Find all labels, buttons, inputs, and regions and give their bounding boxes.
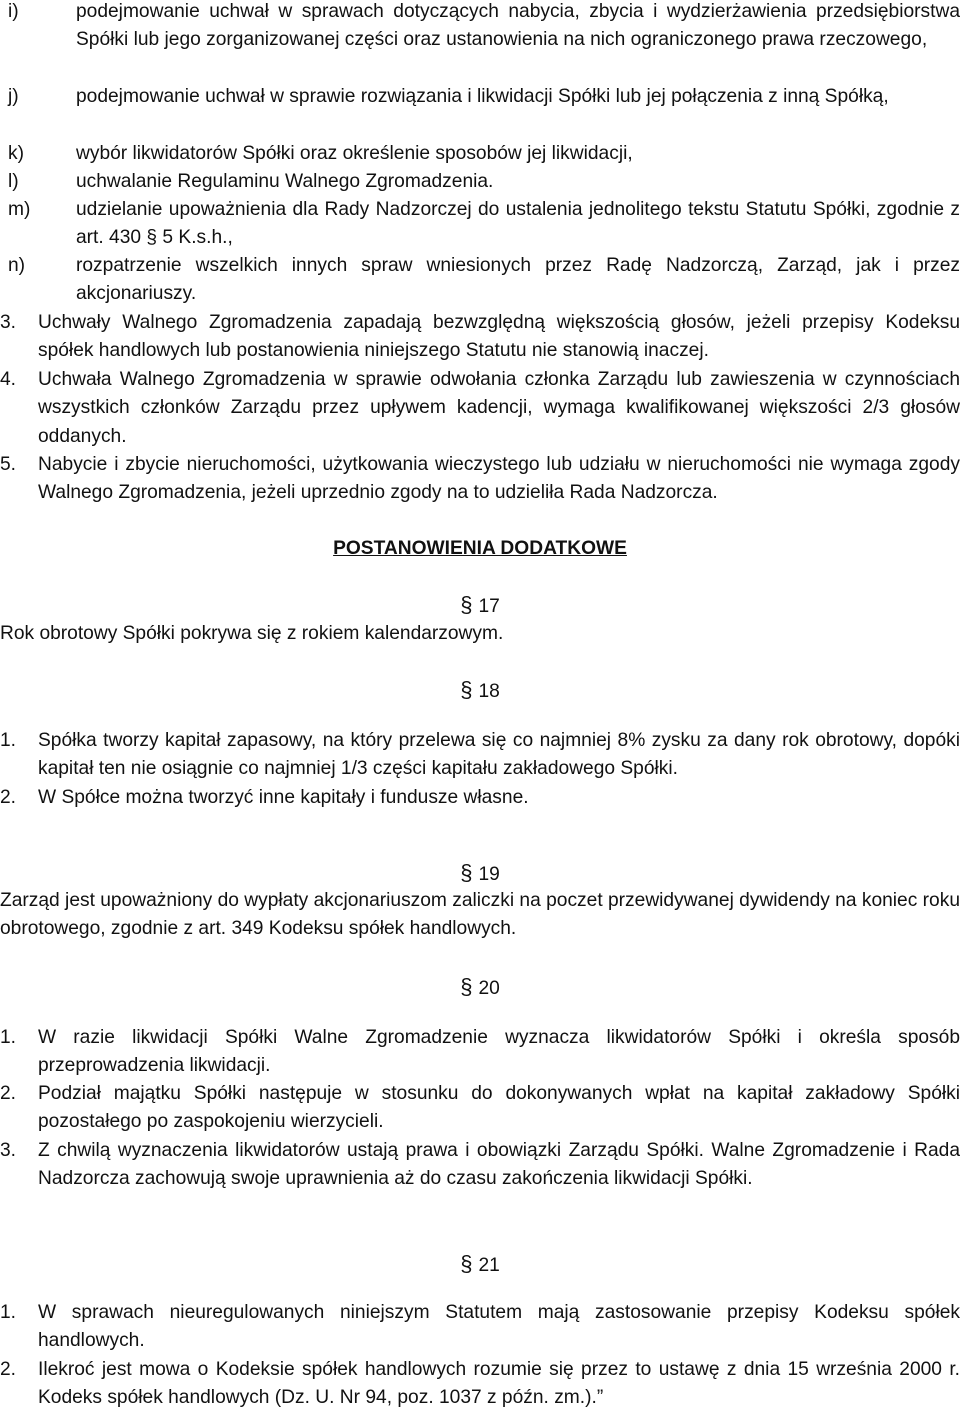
list-item-4 bbox=[0, 366, 960, 451]
list-item-21-2 bbox=[0, 1356, 960, 1413]
section-number-17 bbox=[0, 591, 960, 621]
section-number-20 bbox=[0, 973, 960, 1003]
list-marker: n) bbox=[8, 255, 26, 276]
section-number-19 bbox=[0, 859, 960, 889]
list-item-text: rozpatrzenie wszelkich innych spraw wniesionych przez Radę Nadzorczą, Zarząd, jak i przez akcjonariuszy. bbox=[76, 255, 960, 305]
section-symbol: § bbox=[460, 974, 473, 999]
section-symbol: § bbox=[460, 677, 473, 702]
list-marker: 5. bbox=[0, 454, 17, 475]
list-item-text: wybór likwidatorów Spółki oraz określenie sposobów jej likwidacji, bbox=[76, 143, 633, 164]
list-item-18-2 bbox=[0, 784, 960, 812]
list-item-text: uchwalanie Regulaminu Walnego Zgromadzenia. bbox=[76, 171, 494, 192]
list-item-n bbox=[0, 252, 960, 309]
list-marker: 3. bbox=[0, 312, 17, 333]
list-marker: j) bbox=[8, 86, 19, 107]
list-item-5 bbox=[0, 451, 960, 508]
list-item-text: Uchwały Walnego Zgromadzenia zapadają bezwzględną większością głosów, jeżeli przepisy Kodeksu spółek handlowych lub postanowienia niniejszego Statutu nie stanowią inaczej. bbox=[38, 312, 960, 362]
list-item-text: Ilekroć jest mowa o Kodeksie spółek handlowych rozumie się przez to ustawę z dnia 15 września 2000 r. Kodeks spółek handlowych (Dz. U. Nr 94, poz. 1037 z późn. zm.).” bbox=[38, 1359, 960, 1409]
section-number: 20 bbox=[478, 978, 500, 999]
list-item-l bbox=[0, 168, 960, 196]
list-item-i bbox=[0, 0, 960, 55]
list-item-20-3 bbox=[0, 1137, 960, 1194]
list-marker: 1. bbox=[0, 1302, 17, 1323]
list-item-text: Z chwilą wyznaczenia likwidatorów ustają prawa i obowiązki Zarządu Spółki. Walne Zgromadzenie i Rada Nadzorcza zachowują swoje uprawnienia aż do czasu zakończenia likwidacji Spółki. bbox=[38, 1140, 960, 1190]
list-item-3 bbox=[0, 309, 960, 366]
paragraph-19: Zarząd jest upoważniony do wypłaty akcjonariuszom zaliczki na poczet przewidywanej dywidendy na koniec roku obrotowego, zgodnie z art. 349 Kodeksu spółek handlowych. bbox=[0, 890, 960, 940]
list-item-k bbox=[0, 140, 960, 168]
section-number-18 bbox=[0, 676, 960, 706]
section-number-21 bbox=[0, 1250, 960, 1280]
list-marker: 1. bbox=[0, 730, 17, 751]
list-marker: i) bbox=[8, 1, 19, 22]
list-item-m bbox=[0, 196, 960, 253]
paragraph-17: Rok obrotowy Spółki pokrywa się z rokiem kalendarzowym. bbox=[0, 623, 504, 644]
list-marker: 2. bbox=[0, 1083, 17, 1104]
list-item-text: podejmowanie uchwał w sprawach dotyczących nabycia, zbycia i wydzierżawienia przedsiębiorstwa Spółki lub jego zorganizowanej części oraz ustanowienia na nich ograniczonego prawa rzeczowego, bbox=[76, 1, 960, 51]
list-item-21-1 bbox=[0, 1299, 960, 1356]
list-marker: 1. bbox=[0, 1027, 17, 1048]
section-symbol: § bbox=[460, 592, 473, 617]
section-number: 19 bbox=[478, 864, 500, 885]
list-item-20-2 bbox=[0, 1080, 960, 1137]
list-marker: k) bbox=[8, 143, 24, 164]
list-marker: 3. bbox=[0, 1140, 17, 1161]
list-item-text: W razie likwidacji Spółki Walne Zgromadzenie wyznacza likwidatorów Spółki i określa sposób przeprowadzenia likwidacji. bbox=[38, 1027, 960, 1077]
list-marker: 2. bbox=[0, 1359, 17, 1380]
list-item-j bbox=[0, 83, 960, 111]
list-item-text: Nabycie i zbycie nieruchomości, użytkowania wieczystego lub udziału w nieruchomości nie wymaga zgody Walnego Zgromadzenia, jeżeli uprzednio zgody na to udzieliła Rada Nadzorcza. bbox=[38, 454, 960, 504]
list-item-text: udzielanie upoważnienia dla Rady Nadzorczej do ustalenia jednolitego tekstu Statutu Spółki, zgodnie z art. 430 § 5 K.s.h., bbox=[76, 199, 960, 249]
list-marker: 4. bbox=[0, 369, 17, 390]
list-marker: l) bbox=[8, 171, 19, 192]
list-marker: 2. bbox=[0, 787, 17, 808]
list-item-18-1 bbox=[0, 727, 960, 784]
list-item-text: W Spółce można tworzyć inne kapitały i fundusze własne. bbox=[38, 787, 529, 808]
list-item-text: Podział majątku Spółki następuje w stosunku do dokonywanych wpłat na kapitał zakładowy Spółki pozostałego po zaspokojeniu wierzycieli. bbox=[38, 1083, 960, 1133]
section-number: 17 bbox=[478, 596, 500, 617]
list-item-text: W sprawach nieuregulowanych niniejszym Statutem mają zastosowanie przepisy Kodeksu spółek handlowych. bbox=[38, 1302, 960, 1352]
list-item-text: Uchwała Walnego Zgromadzenia w sprawie odwołania członka Zarządu lub zawieszenia w czynnościach wszystkich członków Zarządu przez upływem kadencji, wymaga kwalifikowanej większości 2/3 głosów oddanych. bbox=[38, 369, 960, 447]
list-item-text: podejmowanie uchwał w sprawie rozwiązania i likwidacji Spółki lub jej połączenia z inną Spółką, bbox=[76, 86, 889, 107]
section-number: 21 bbox=[478, 1255, 500, 1276]
section-heading: POSTANOWIENIA DODATKOWE bbox=[333, 538, 627, 559]
section-symbol: § bbox=[460, 1251, 473, 1276]
section-symbol: § bbox=[460, 860, 473, 885]
section-number: 18 bbox=[478, 681, 500, 702]
list-marker: m) bbox=[8, 199, 31, 220]
list-item-text: Spółka tworzy kapitał zapasowy, na który przelewa się co najmniej 8% zysku za dany rok obrotowy, dopóki kapitał ten nie osiągnie co najmniej 1/3 części kapitału zakładowego Spółki. bbox=[38, 730, 960, 780]
list-item-20-1 bbox=[0, 1024, 960, 1081]
